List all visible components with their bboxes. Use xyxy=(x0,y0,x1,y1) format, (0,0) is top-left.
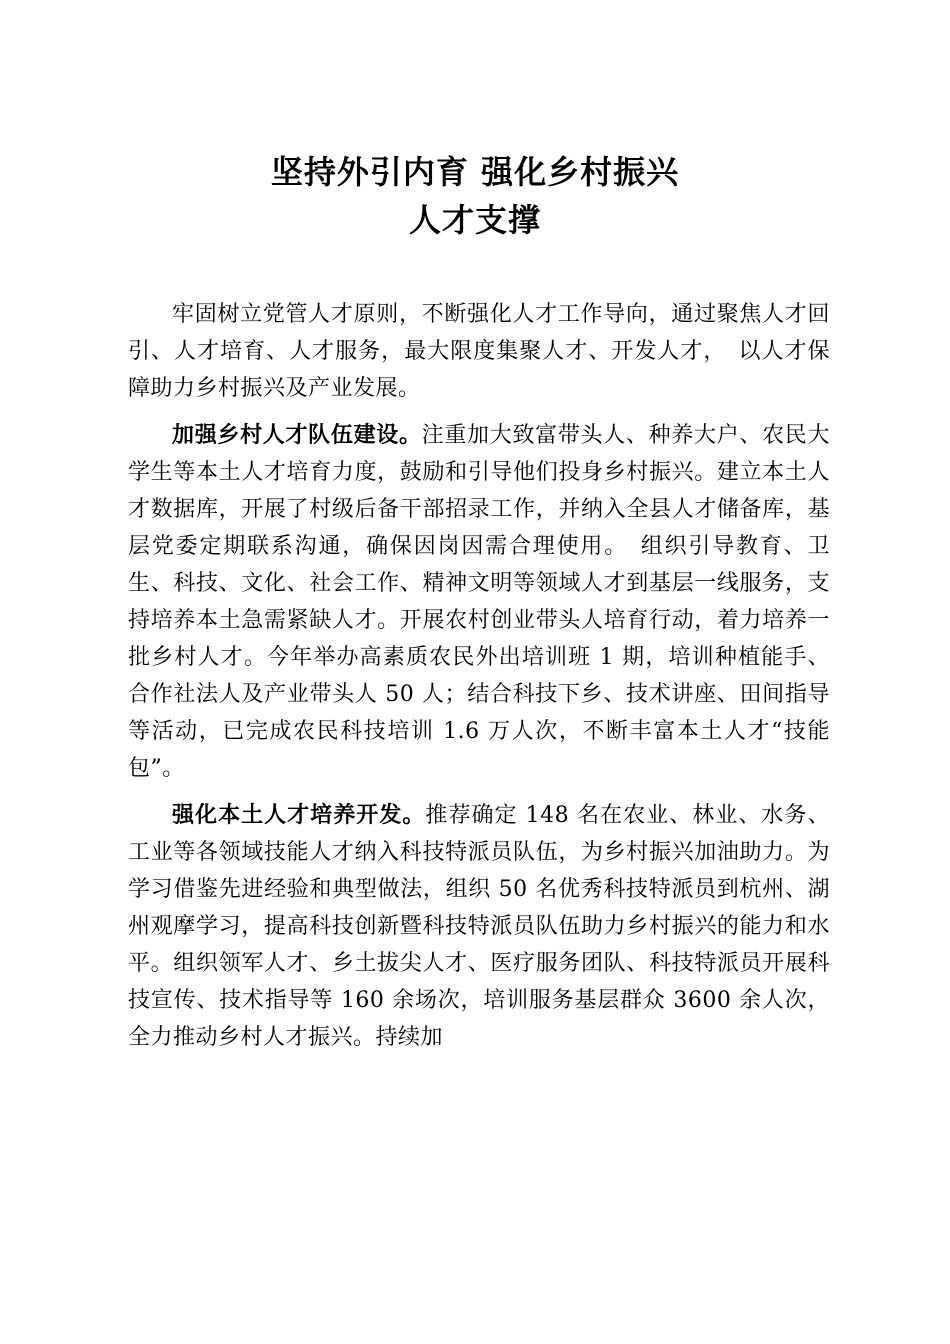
title-line-2: 人才支撑 xyxy=(408,201,541,239)
section-paragraph-2 xyxy=(128,797,830,1056)
document-title xyxy=(0,148,950,244)
section-paragraph-1 xyxy=(128,417,830,787)
section-2-text: 推荐确定 148 名在农业、林业、水务、工业等各领域技能人才纳入科技特派员队伍，为乡村振兴加油助力。为学习借鉴先进经验和典型做法，组织 50 名优秀科技特派员到杭州、湖州观摩学习，提高科技创新暨科技特派员队伍助力乡村振兴的能力和水平。组织领军人才、乡土拔尖人才、医疗服务团队、科技特派员开展科技宣传、技术指导等 160 余场次，培训服务基层群众 3600 余人次，全力推动乡村人才振兴。持续加 xyxy=(128,803,830,1050)
intro-text: 牢固树立党管人才原则，不断强化人才工作导向，通过聚焦人才回引、人才培育、人才服务，最大限度集聚人才、开发人才， 以人才保障助力乡村振兴及产业发展。 xyxy=(128,302,830,401)
title-line-1: 坚持外引内育 强化乡村振兴 xyxy=(270,153,680,191)
section-2-heading: 强化本土人才培养开发。 xyxy=(172,803,426,828)
section-1-heading: 加强乡村人才队伍建设。 xyxy=(172,423,422,448)
section-1-text: 注重加大致富带头人、种养大户、农民大学生等本土人才培育力度，鼓励和引导他们投身乡村振兴。建立本土人才数据库，开展了村级后备干部招录工作，并纳入全县人才储备库，基层党委定期联系沟通，确保因岗因需合理使用。 组织引导教育、卫生、科技、文化、社会工作、精神文明等领域人才到基层一线服务，支持培养本土急需紧缺人才。开展农村创业带头人培育行动，着力培养一批乡村人才。今年举办高素质农民外出培训班 1 期，培训种植能手、合作社法人及产业带头人 50 人；结合科技下乡、技术讲座、田间指导等活动，已完成农民科技培训 1.6 万人次，不断丰富本土人才“技能包”。 xyxy=(128,423,830,781)
intro-paragraph xyxy=(128,296,830,407)
document-body xyxy=(128,296,830,1056)
